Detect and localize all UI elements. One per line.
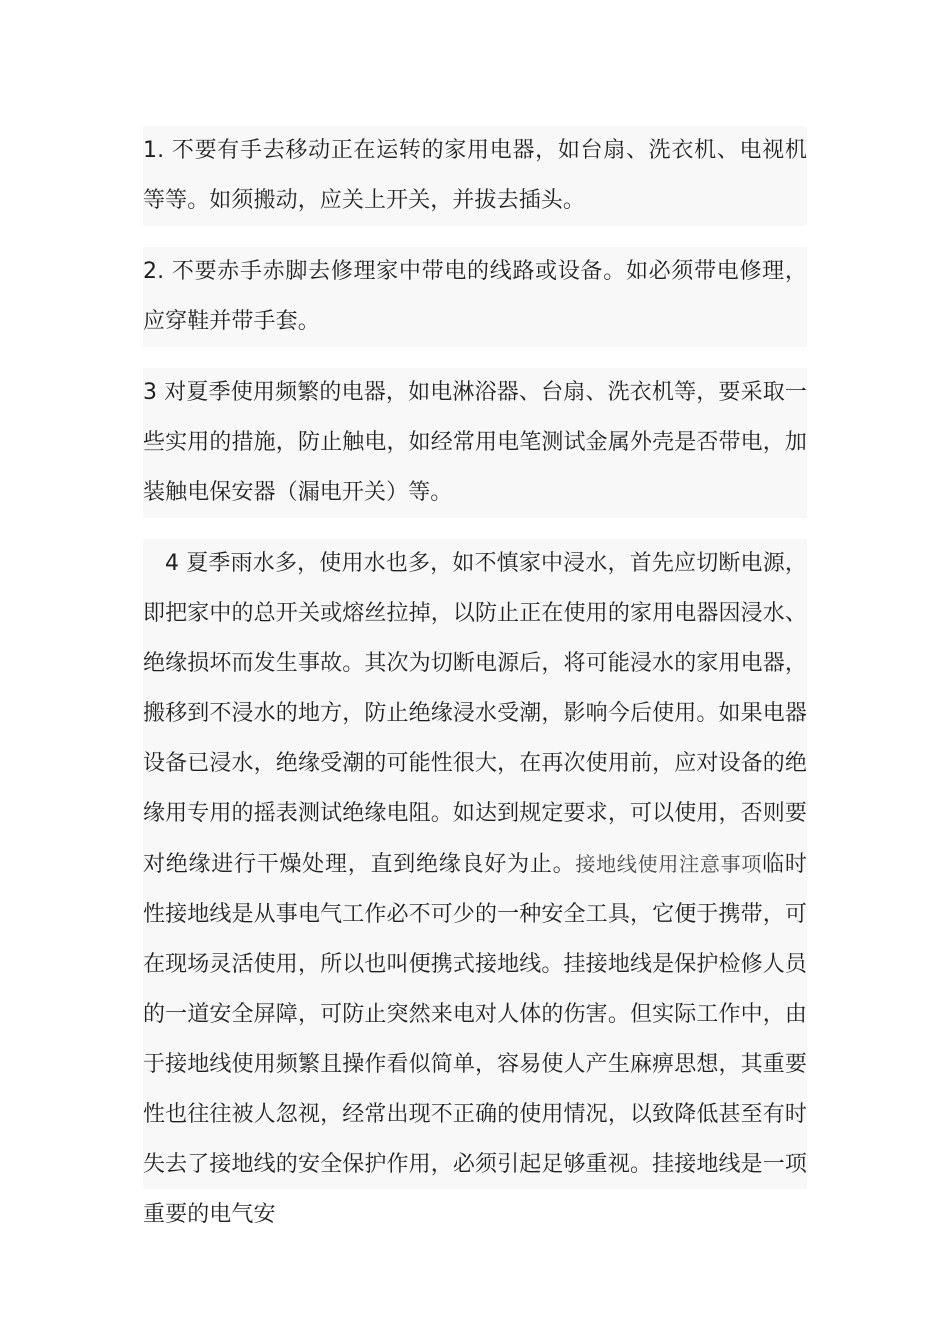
paragraph-4-text-before: 4 夏季雨水多，使用水也多，如不慎家中浸水，首先应切断电源，即把家中的总开关或熔丝拉掉，以防止正在使用的家用电器因浸水、绝缘损坏而发生事故。其次为切断电源后，将可能浸水的家用电器，搬移到不浸水的地方，防止绝缘浸水受潮，影响今后使用。如果电器设备已浸水，绝缘受潮的可能性很大，在再次使用前，应对设备的绝缘用专用的摇表测试绝缘电阻。如达到规定要求，可以使用，否则要对绝缘进行干燥处理，直到绝缘良好为止。 [143,551,807,877]
paragraph-2: 2. 不要赤手赤脚去修理家中带电的线路或设备。如必须带电修理，应穿鞋并带手套。 [143,247,807,347]
inline-section-heading: 接地线使用注意事项 [575,852,763,876]
document-body [143,126,807,1227]
paragraph-spacer [143,226,807,247]
paragraph-1: 1. 不要有手去移动正在运转的家用电器，如台扇、洗衣机、电视机等等。如须搬动，应关上开关，并拔去插头。 [143,126,807,226]
paragraph-3: 3 对夏季使用频繁的电器，如电淋浴器、台扇、洗衣机等，要采取一些实用的措施，防止触电，如经常用电笔测试金属外壳是否带电，加装触电保安器（漏电开关）等。 [143,368,807,518]
paragraph-4 [143,539,807,1227]
paragraph-spacer [143,347,807,368]
paragraph-4-text-after: 临时性接地线是从事电气工作必不可少的一种安全工具，它便于携带，可在现场灵活使用，所以也叫便携式接地线。挂接地线是保护检修人员的一道安全屏障，可防止突然来电对人体的伤害。但实际工作中，由于接地线使用频繁且操作看似简单，容易使人产生麻痹思想，其重要性也往往被人忽视，经常出现不正确的使用情况，以致降低甚至有时失去了接地线的安全保护作用，必须引起足够重视。挂接地线是一项重要的电气安 [143,852,807,1227]
paragraph-spacer [143,518,807,539]
